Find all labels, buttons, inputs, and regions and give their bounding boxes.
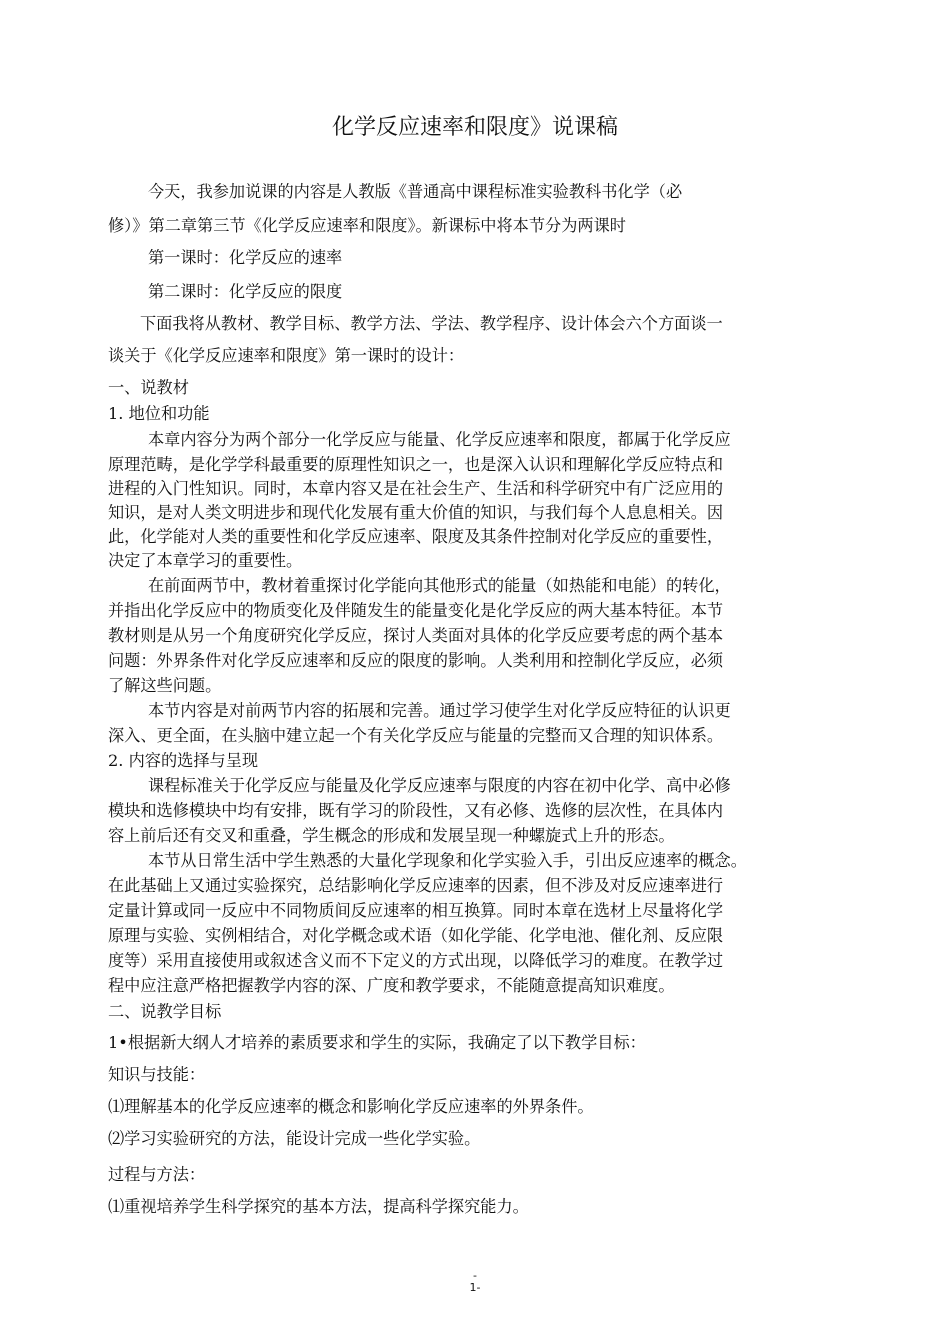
section-heading: 一、说教材 bbox=[108, 378, 189, 397]
paragraph-line: 在前面两节中，教材着重探讨化学能向其他形式的能量（如热能和电能）的转化， bbox=[148, 576, 731, 595]
subsection-heading: 1. 地位和功能 bbox=[108, 404, 210, 423]
document-title: 化学反应速率和限度》说课稿 bbox=[331, 115, 618, 140]
paragraph-line: 决定了本章学习的重要性。 bbox=[108, 551, 303, 570]
paragraph-line: 1•根据新大纲人才培养的素质要求和学生的实际，我确定了以下教学目标： bbox=[108, 1033, 646, 1052]
page-number: 1- bbox=[469, 1281, 481, 1294]
paragraph-line: 原理范畴，是化学学科最重要的原理性知识之一，也是深入认识和理解化学反应特点和 bbox=[108, 455, 724, 474]
paragraph-line: 第二课时：化学反应的限度 bbox=[148, 282, 343, 301]
page-footer-dash: - bbox=[473, 1269, 477, 1282]
paragraph-line: 教材则是从另一个角度研究化学反应，探讨人类面对具体的化学反应要考虑的两个基本 bbox=[108, 626, 724, 645]
section-heading: 二、说教学目标 bbox=[108, 1002, 222, 1021]
paragraph-line: ⑴重视培养学生科学探究的基本方法，提高科学探究能力。 bbox=[108, 1197, 529, 1216]
paragraph-line: 容上前后还有交叉和重叠，学生概念的形成和发展呈现一种螺旋式上升的形态。 bbox=[108, 826, 675, 845]
paragraph-line: 进程的入门性知识。同时，本章内容又是在社会生产、生活和科学研究中有广泛应用的 bbox=[108, 479, 724, 498]
paragraph-line: 在此基础上又通过实验探究，总结影响化学反应速率的因素，但不涉及对反应速率进行 bbox=[108, 876, 724, 895]
paragraph-line: 度等）采用直接使用或叙述含义而不下定义的方式出现，以降低学习的难度。在教学过 bbox=[108, 951, 724, 970]
paragraph-line: 本节从日常生活中学生熟悉的大量化学现象和化学实验入手，引出反应速率的概念。 bbox=[148, 851, 747, 870]
paragraph-line: 知识，是对人类文明进步和现代化发展有重大价值的知识，与我们每个人息息相关。因 bbox=[108, 503, 724, 522]
paragraph-line: 下面我将从教材、教学目标、教学方法、学法、教学程序、设计体会六个方面谈一 bbox=[140, 314, 723, 333]
paragraph-line: 本章内容分为两个部分一化学反应与能量、化学反应速率和限度，都属于化学反应 bbox=[148, 430, 731, 449]
paragraph-line: 程中应注意严格把握教学内容的深、广度和教学要求，不能随意提高知识难度。 bbox=[108, 976, 675, 995]
paragraph-line: 定量计算或同一反应中不同物质间反应速率的相互换算。同时本章在选材上尽量将化学 bbox=[108, 901, 724, 920]
paragraph-line: ⑴理解基本的化学反应速率的概念和影响化学反应速率的外界条件。 bbox=[108, 1097, 594, 1116]
paragraph-line: 本节内容是对前两节内容的拓展和完善。通过学习使学生对化学反应特征的认识更 bbox=[148, 701, 731, 720]
paragraph-line: 第一课时：化学反应的速率 bbox=[148, 248, 343, 267]
paragraph-line: 问题：外界条件对化学反应速率和反应的限度的影响。人类利用和控制化学反应，必须 bbox=[108, 651, 724, 670]
paragraph-line: 原理与实验、实例相结合，对化学概念或术语（如化学能、化学电池、催化剂、反应限 bbox=[108, 926, 724, 945]
paragraph-line: 此，化学能对人类的重要性和化学反应速率、限度及其条件控制对化学反应的重要性， bbox=[108, 527, 724, 546]
paragraph-line: 模块和选修模块中均有安排，既有学习的阶段性，又有必修、选修的层次性，在具体内 bbox=[108, 801, 724, 820]
paragraph-line: 知识与技能： bbox=[108, 1065, 206, 1084]
paragraph-line: 修）》第二章第三节《化学反应速率和限度》。新课标中将本节分为两课时 bbox=[108, 216, 626, 235]
paragraph-line: 今天，我参加说课的内容是人教版《普通高中课程标准实验教科书化学（必 bbox=[148, 182, 683, 201]
paragraph-line: 课程标准关于化学反应与能量及化学反应速率与限度的内容在初中化学、高中必修 bbox=[148, 776, 731, 795]
paragraph-line: 并指出化学反应中的物质变化及伴随发生的能量变化是化学反应的两大基本特征。本节 bbox=[108, 601, 724, 620]
paragraph-line: 深入、更全面，在头脑中建立起一个有关化学反应与能量的完整而又合理的知识体系。 bbox=[108, 726, 724, 745]
paragraph-line: 过程与方法： bbox=[108, 1165, 206, 1184]
paragraph-line: ⑵学习实验研究的方法，能设计完成一些化学实验。 bbox=[108, 1129, 481, 1148]
paragraph-line: 了解这些问题。 bbox=[108, 676, 222, 695]
paragraph-line: 谈关于《化学反应速率和限度》第一课时的设计： bbox=[108, 346, 465, 365]
subsection-heading: 2. 内容的选择与呈现 bbox=[108, 751, 259, 770]
